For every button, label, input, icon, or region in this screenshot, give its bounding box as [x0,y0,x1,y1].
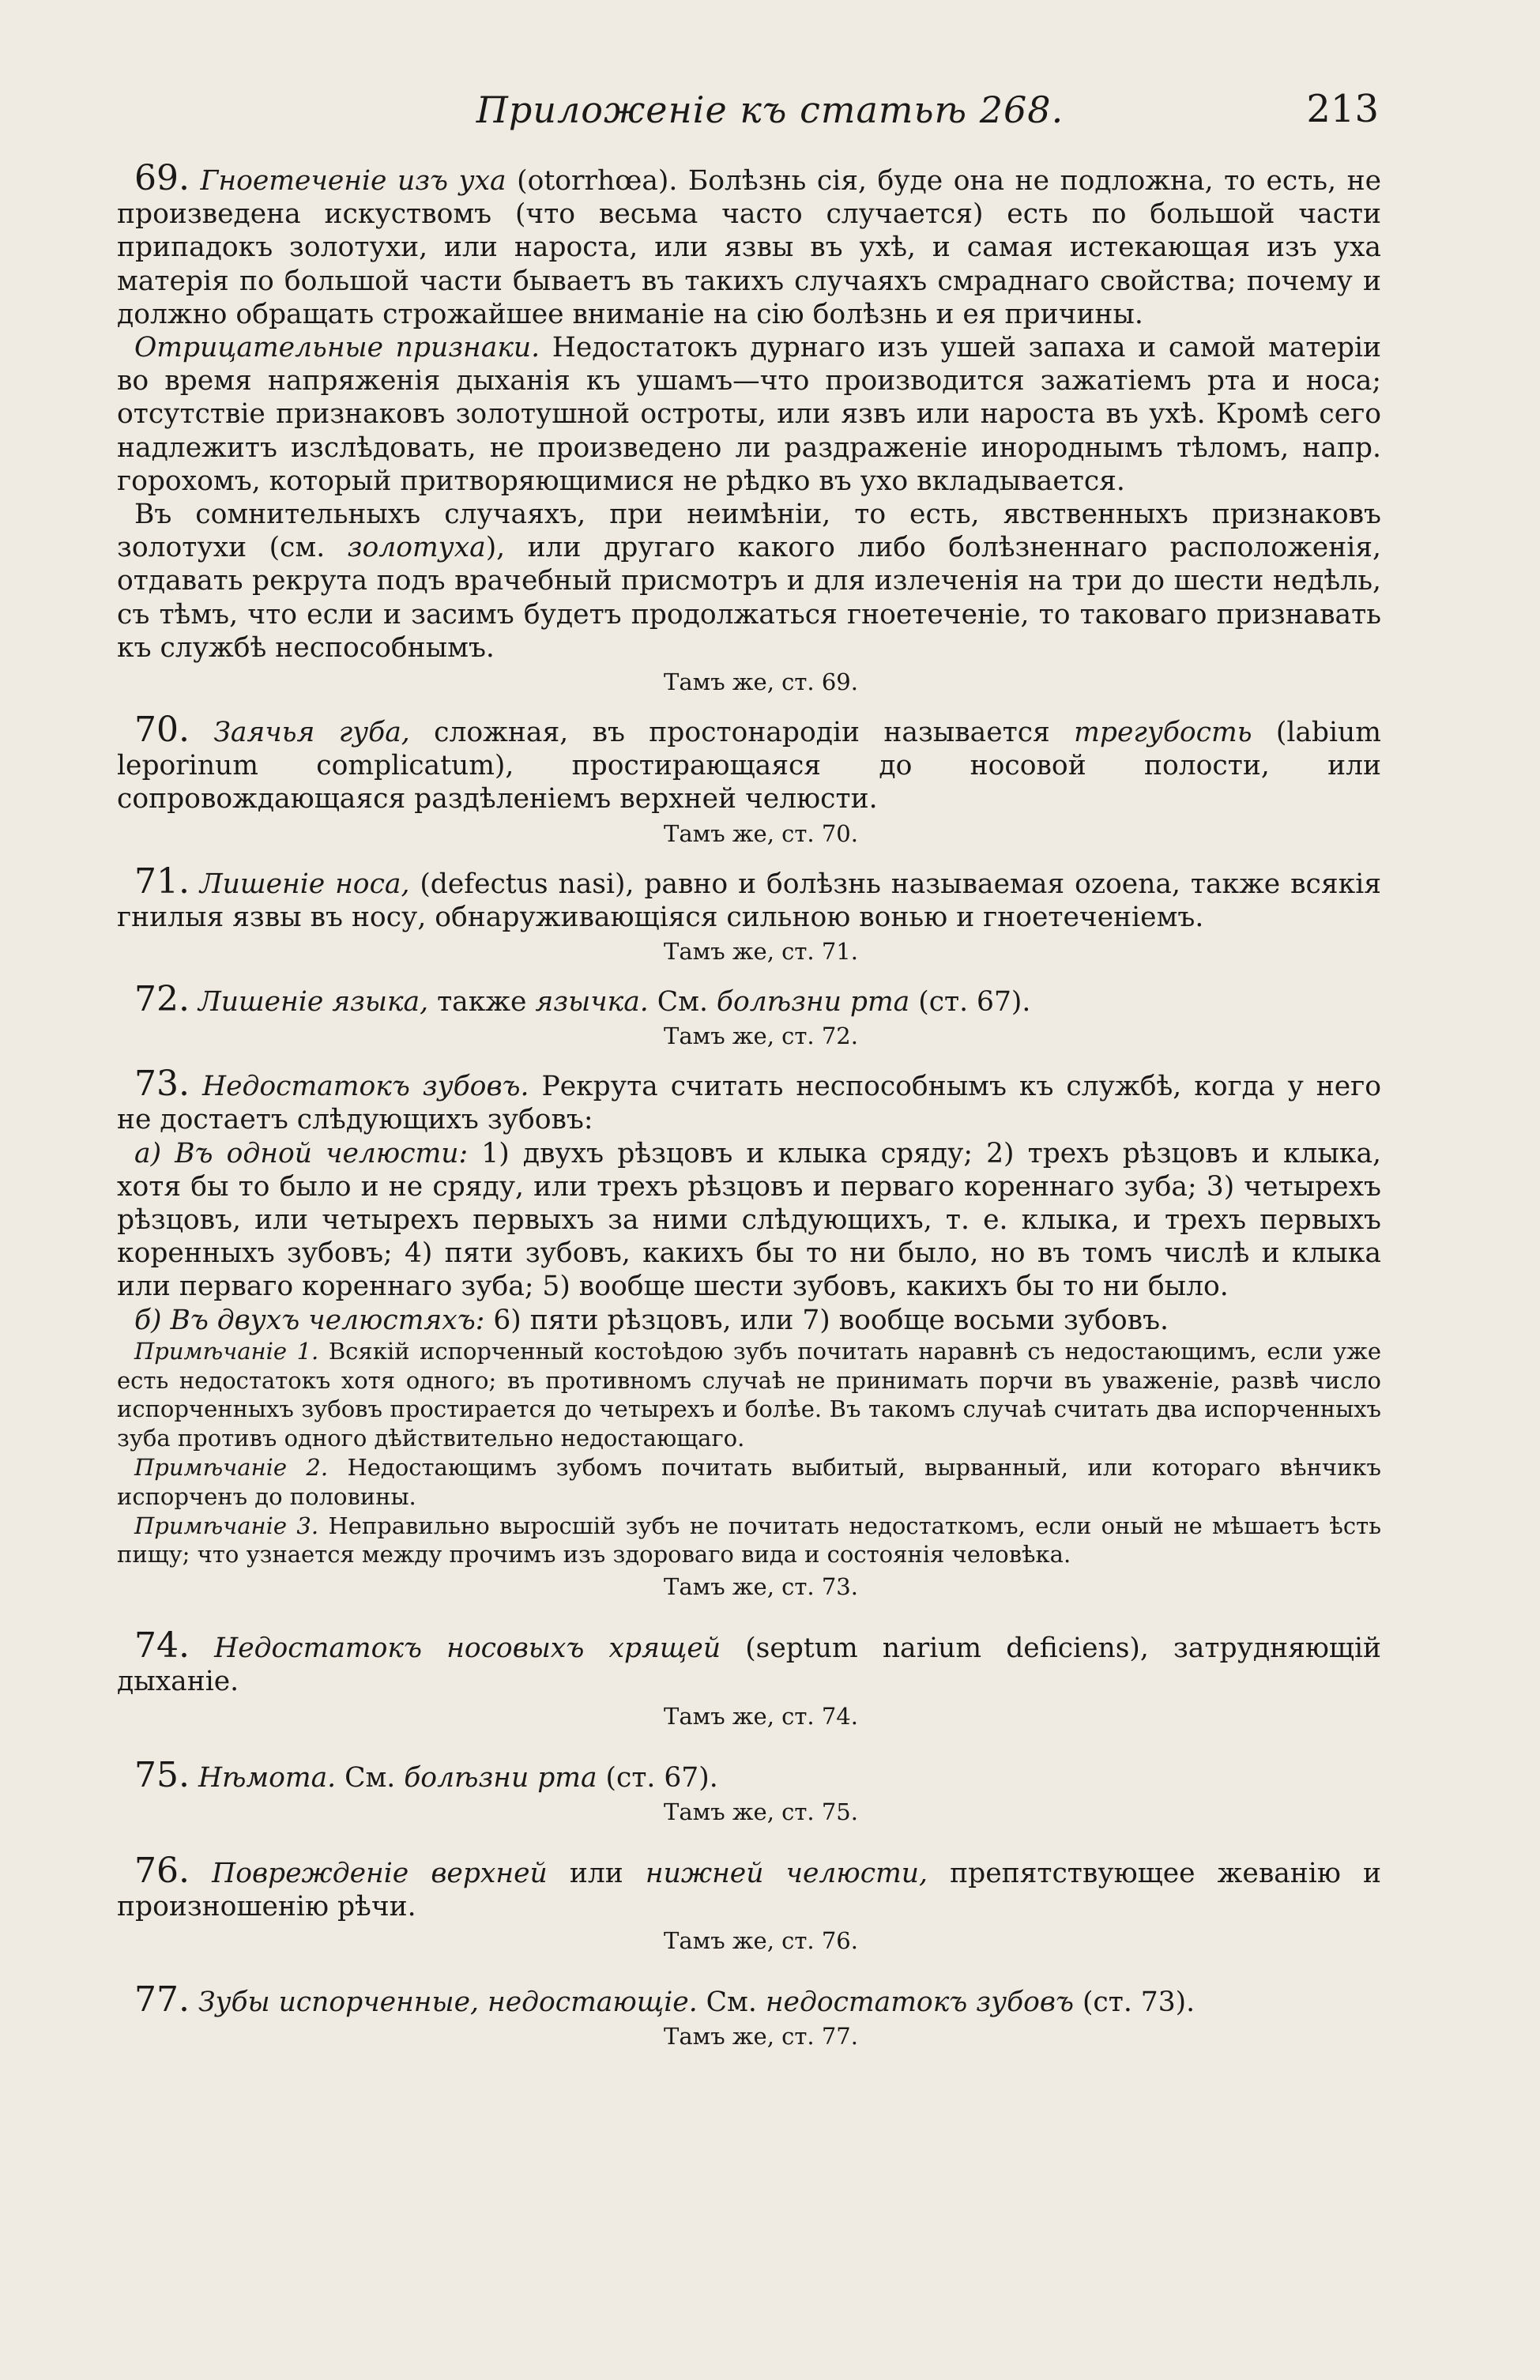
entry-text: или [547,1857,646,1889]
entry-text: (defectus nasi), равно и болѣзнь называемая ozoena, также всякія гнилыя язвы въ носу, обнаруживающіяся сильною вонью и гноетеченіемъ. [117,868,1381,933]
entry-heading: Поврежденіе верхней [212,1857,548,1889]
source-reference: Тамъ же, ст. 75. [664,1798,858,1825]
note-3 [117,1512,1381,1570]
entry-71 [117,860,1381,934]
entry-75 [117,1754,1381,1795]
entry-heading: Нѣмота. [198,1761,337,1794]
cross-reference: болѣзни рта [404,1761,597,1794]
cross-reference: болѣзни рта [716,986,910,1019]
entry-number: 75. [134,1754,190,1795]
subsection-text: 6) пяти рѣзцовъ, или 7) вообще восьми зубовъ. [484,1304,1169,1336]
entry-74 [117,1625,1381,1698]
entry-77 [117,1979,1381,2020]
entry-text: Рекрута считать неспособнымъ къ службѣ, когда у него не достаетъ слѣдующихъ зубовъ: [117,1071,1381,1136]
entry-76 [117,1850,1381,1923]
subsection-label: а) Въ одной челюсти: [134,1137,469,1169]
entry-text: См. [697,1986,766,2019]
entry-term: нижней челюсти, [645,1857,928,1889]
entry-number: 76. [134,1850,190,1891]
entry-term: трегубость [1074,717,1252,749]
entry-number: 70. [134,710,190,751]
entry-73-one-jaw [117,1137,1381,1304]
entry-text: См. [648,986,717,1019]
page-body [117,158,1382,2068]
subsection-text: 1) двухъ рѣзцовъ и клыка сряду; 2) трехъ рѣзцовъ и клыка, хотя бы то было и не сряду, или трехъ рѣзцовъ и перваго кореннаго зуба; 3) четырехъ рѣзцовъ, или четырехъ первыхъ за ними слѣдующихъ, т. е. клыка, и трехъ первыхъ коренныхъ зубовъ; 4) пяти зубовъ, какихъ бы то ни было, но въ томъ числѣ и клыка или перваго кореннаго зуба; 5) вообще шести зубовъ, какихъ бы то ни было. [117,1137,1381,1303]
source-reference: Тамъ же, ст. 69. [664,668,858,696]
cross-reference: недостатокъ зубовъ [765,1986,1074,2019]
page-number: 213 [1306,87,1379,131]
entry-69 [117,158,1381,331]
entry-73 [117,1064,1381,1136]
entry-heading: Гноетеченіе изъ уха [200,165,506,197]
entry-term: язычка. [535,986,649,1019]
entry-text: (septum narium deficiens), затрудняющій дыханіе. [117,1632,1381,1698]
note-text: Недостающимъ зубомъ почитать выбитый, вырванный, или котораго вѣнчикъ испорченъ до половины. [117,1454,1381,1510]
entry-text: также [428,986,536,1019]
entry-number: 74. [134,1625,190,1666]
entry-heading: Лишеніе носа, [199,868,410,900]
entry-72 [117,979,1381,1020]
entry-73-two-jaws [117,1304,1381,1337]
entry-text: (otorrhœa). Болѣзнь сія, буде она не подложна, то есть, не произведена искуствомъ (что весьма часто случается) есть по большой части припадокъ золотухи, или нароста, или язвы въ ухѣ, и самая истекающая изъ уха матерія по большой части бываетъ въ такихъ случаяхъ смраднаго свойства; почему и должно обращать строжайшее вниманіе на сію болѣзнь и ея причины. [117,165,1381,330]
entry-text: (ст. 67). [597,1761,718,1794]
source-reference: Тамъ же, ст. 74. [664,1702,858,1730]
entry-text: (ст. 73). [1074,1986,1195,2019]
source-reference: Тамъ же, ст. 71. [664,938,858,966]
note-text: Неправильно выросшій зубъ не почитать недостаткомъ, если оный не мѣшаетъ ѣсть пищу; что узнается между прочимъ изъ здороваго вида и состоянія человѣка. [117,1512,1381,1568]
entry-number: 69. [134,158,190,198]
entry-text: См. [336,1761,405,1794]
entry-text: (labium leporinum complicatum), простирающаяся до носовой полости, или сопровождающаяся раздѣленіемъ верхней челюсти. [117,717,1381,815]
entry-text: препятствующее жеванію и произношенію рѣчи. [117,1857,1381,1923]
entry-number: 71. [134,860,190,902]
paragraph-text: Въ сомнительныхъ случаяхъ, при неимѣніи, то есть, явственныхъ признаковъ золотухи (см. [117,499,1381,564]
subsection-label: б) Въ двухъ челюстяхъ: [134,1304,485,1336]
entry-number: 73. [134,1064,190,1105]
cross-reference: золотуха [347,532,486,564]
entry-heading: Зубы испорченные, недостающіе. [198,1986,698,2019]
entry-heading: Недостатокъ зубовъ. [201,1071,529,1103]
entry-heading: Лишеніе языка, [198,986,429,1019]
note-label: Примѣчаніе 1. [134,1337,319,1365]
entry-69-negative-signs [117,331,1381,498]
note-label: Примѣчаніе 2. [134,1454,329,1482]
source-reference: Тамъ же, ст. 73. [664,1573,858,1601]
entry-number: 77. [134,1979,190,2020]
entry-69-doubtful-cases [117,498,1381,665]
note-1 [117,1337,1381,1453]
entry-text: (ст. 67). [909,986,1031,1019]
paragraph-text: Недостатокъ дурнаго изъ ушей запаха и самой матеріи во время напряженія дыханія къ ушамъ—что производится зажатіемъ рта и носа; отсутствіе признаковъ золотушной остроты, или язвъ или нароста въ ухѣ. Кромѣ сего надлежитъ изслѣдовать, не произведено ли раздраженіе инороднымъ тѣломъ, напр. горохомъ, который притворяющимися не рѣдко въ ухо вкладывается. [117,332,1381,497]
entry-70 [117,710,1381,816]
paragraph-label: Отрицательные признаки. [134,332,540,364]
note-label: Примѣчаніе 3. [134,1512,319,1539]
entry-text: сложная, въ простонародіи называется [409,717,1075,749]
entry-heading: Заячья губа, [213,717,410,749]
source-reference: Тамъ же, ст. 70. [664,819,858,847]
entry-heading: Недостатокъ носовыхъ хрящей [214,1632,721,1665]
source-reference: Тамъ же, ст. 76. [664,1927,858,1955]
note-2 [117,1453,1381,1512]
note-text: Всякій испорченный костоѣдою зубъ почитать наравнѣ съ недостающимъ, если уже есть недостатокъ хотя одного; въ противномъ случаѣ не принимать порчи въ уваженіе, развѣ число испорченныхъ зубовъ простирается до четырехъ и болѣе. Въ такомъ случаѣ считать два испорченныхъ зуба противъ одного дѣйствительно недостающаго. [117,1337,1382,1452]
source-reference: Тамъ же, ст. 72. [664,1022,858,1050]
running-header-title: Приложеніе къ статьѣ 268. [476,88,1064,131]
paragraph-text: ), или другаго какого либо болѣзненнаго расположенія, отдавать рекрута подъ врачебный присмотръ и для излеченія на три до шести недѣль, съ тѣмъ, что если и засимъ будетъ продолжаться гноетеченіе, то таковаго признавать къ службѣ неспособнымъ. [117,532,1381,664]
source-reference: Тамъ же, ст. 77. [664,2023,858,2050]
entry-number: 72. [134,979,190,1020]
